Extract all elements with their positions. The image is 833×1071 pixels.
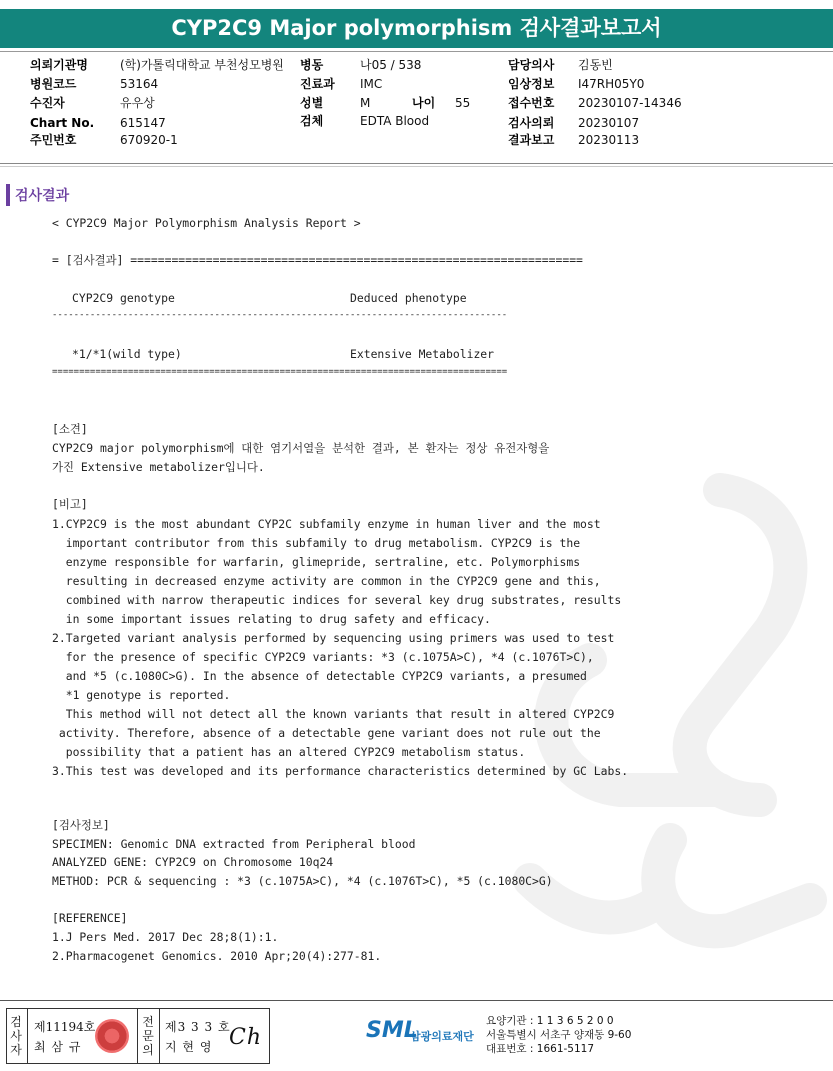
inspector-name: 최 삼 규 [34,1040,82,1054]
remarks-line: 1.CYP2C9 is the most abundant CYP2C subfamily enzyme in human liver and the most [52,517,601,531]
info-label: 수진자 [30,96,65,110]
eq-separator: ==================================================================================== [52,367,508,377]
genotype-value: *1/*1(wild type) [72,347,182,361]
genotype-column-header: CYP2C9 genotype [72,291,175,305]
remarks-line: 2.Targeted variant analysis performed by sequencing using primers was used to test [52,631,615,645]
result-header: = [검사결과] ================================================================== [52,253,583,267]
specialist-name: 지 현 영 [165,1040,213,1054]
remarks-line: important contributor from this subfamily to drug metabolism. CYP2C9 is the [52,536,581,550]
age-value: 55 [455,96,471,110]
divider [0,51,833,52]
info-value: 20230107 [578,116,640,130]
test-info-line: SPECIMEN: Genomic DNA extracted from Peripheral blood [52,837,416,851]
handwritten-signature: Ch [229,1025,263,1050]
info-row [508,131,640,150]
info-label: 접수번호 [508,96,555,110]
remarks-line: for the presence of specific CYP2C9 variants: *3 (c.1075A>C), *4 (c.1076T>C), [52,650,594,664]
info-value: 김동빈 [578,58,613,72]
address-line: 요양기관 : 1 1 3 6 5 2 0 0 [486,1015,614,1027]
test-info-title: [검사정보] [52,818,110,832]
reference-line: 2.Pharmacogenet Genomics. 2010 Apr;20(4):277-81. [52,949,382,963]
phenotype-value: Extensive Metabolizer [350,347,495,361]
info-value: 20230107-14346 [578,96,682,110]
info-row [30,131,178,150]
dash-separator: ------------------------------------------------------------------------------------ [52,310,508,320]
remarks-line: possibility that a patient has an altered CYP2C9 metabolism status. [52,745,526,759]
section-marker [6,184,10,206]
remarks-line: activity. Therefore, absence of a detectable gene variant does not rule out the [52,726,601,740]
info-label: 진료과 [300,77,335,91]
info-row [508,75,645,94]
specialist-label: 전 문 의 [142,1015,154,1057]
info-value: 670920-1 [120,133,178,147]
info-label: 주민번호 [30,133,77,147]
report-heading: < CYP2C9 Major Polymorphism Analysis Report > [52,216,361,230]
info-label: 병원코드 [30,77,77,91]
test-info-line: ANALYZED GENE: CYP2C9 on Chromosome 10q24 [52,855,334,869]
info-row [300,75,383,94]
info-value: (학)가톨릭대학교 부천성모병원 [120,58,284,72]
info-value: 20230113 [578,133,640,147]
section-title: 검사결과 [15,188,70,204]
reference-title: [REFERENCE] [52,911,128,925]
info-row [30,94,155,113]
address-line: 서울특별시 서초구 양재동 9-60 [486,1029,632,1041]
inspector-license: 제11194호 [34,1020,96,1034]
reference-line: 1.J Pers Med. 2017 Dec 28;8(1):1. [52,930,279,944]
info-label: 결과보고 [508,133,555,147]
info-value: 유우상 [120,96,155,110]
info-label: 검사의뢰 [508,116,555,130]
specialist-license: 제3 3 3 호 [165,1020,231,1034]
info-label: 성별 [300,96,324,110]
foundation-name: 삼광의료재단 [410,1030,474,1043]
info-label: 검체 [300,114,324,128]
info-row [30,56,284,75]
info-row [508,94,682,113]
footer-address [486,1014,631,1056]
remarks-title: [비고] [52,497,88,511]
remarks-line: enzyme responsible for warfarin, glimepride, sertraline, etc. Polymorphisms [52,555,581,569]
remarks-line: resulting in decreased enzyme activity are common in the CYP2C9 gene and this, [52,574,601,588]
info-value: I47RH05Y0 [578,77,645,91]
opinion-title: [소견] [52,422,88,436]
remarks-line: combined with narrow therapeutic indices for several key drug substrates, results [52,593,622,607]
sml-logo: SML [366,1018,418,1043]
opinion-line: 가진 Extensive metabolizer입니다. [52,460,265,474]
remarks-line: 3.This test was developed and its performance characteristics determined by GC Labs. [52,764,629,778]
info-label: 임상정보 [508,77,555,91]
info-label: 담당의사 [508,58,555,72]
remarks-block [52,515,628,781]
phenotype-column-header: Deduced phenotype [350,291,467,305]
info-col-1 [30,56,284,150]
info-col-2 [300,56,471,131]
info-row [300,56,422,75]
remarks-line: This method will not detect all the known variants that result in altered CYP2C9 [52,707,615,721]
info-col-3 [508,56,682,150]
divider [0,163,833,164]
test-info-line: METHOD: PCR & sequencing : *3 (c.1075A>C), *4 (c.1076T>C), *5 (c.1080C>G) [52,874,553,888]
remarks-line: in some important issues relating to drug safety and efficacy. [52,612,491,626]
report-title: CYP2C9 Major polymorphism 검사결과보고서 [0,9,833,48]
info-value: EDTA Blood [360,114,430,128]
info-value: M [360,96,371,110]
info-value: 615147 [120,116,166,130]
info-row [300,94,471,113]
remarks-line: and *5 (c.1080C>G). In the absence of detectable CYP2C9 variants, a presumed [52,669,587,683]
info-value: 53164 [120,77,159,91]
divider [137,1009,138,1063]
info-row [300,112,430,131]
info-row [508,56,613,75]
remarks-line: *1 genotype is reported. [52,688,231,702]
info-value: 나05 / 538 [360,58,422,72]
info-row [30,75,159,94]
divider [0,1000,833,1001]
info-label: Chart No. [30,116,95,130]
divider [0,166,833,167]
opinion-line: CYP2C9 major polymorphism에 대한 염기서열을 분석한 결과, 본 환자는 정상 유전자형을 [52,441,550,455]
info-label: 병동 [300,58,324,72]
divider [159,1009,160,1063]
seal-stamp [95,1019,129,1053]
age-label: 나이 [412,96,436,110]
inspector-label: 검 사 자 [10,1015,22,1057]
divider [27,1009,28,1063]
info-label: 의뢰기관명 [30,58,88,72]
info-value: IMC [360,77,383,91]
address-line: 대표번호 : 1661-5117 [486,1043,595,1055]
signature-box [6,1008,270,1064]
